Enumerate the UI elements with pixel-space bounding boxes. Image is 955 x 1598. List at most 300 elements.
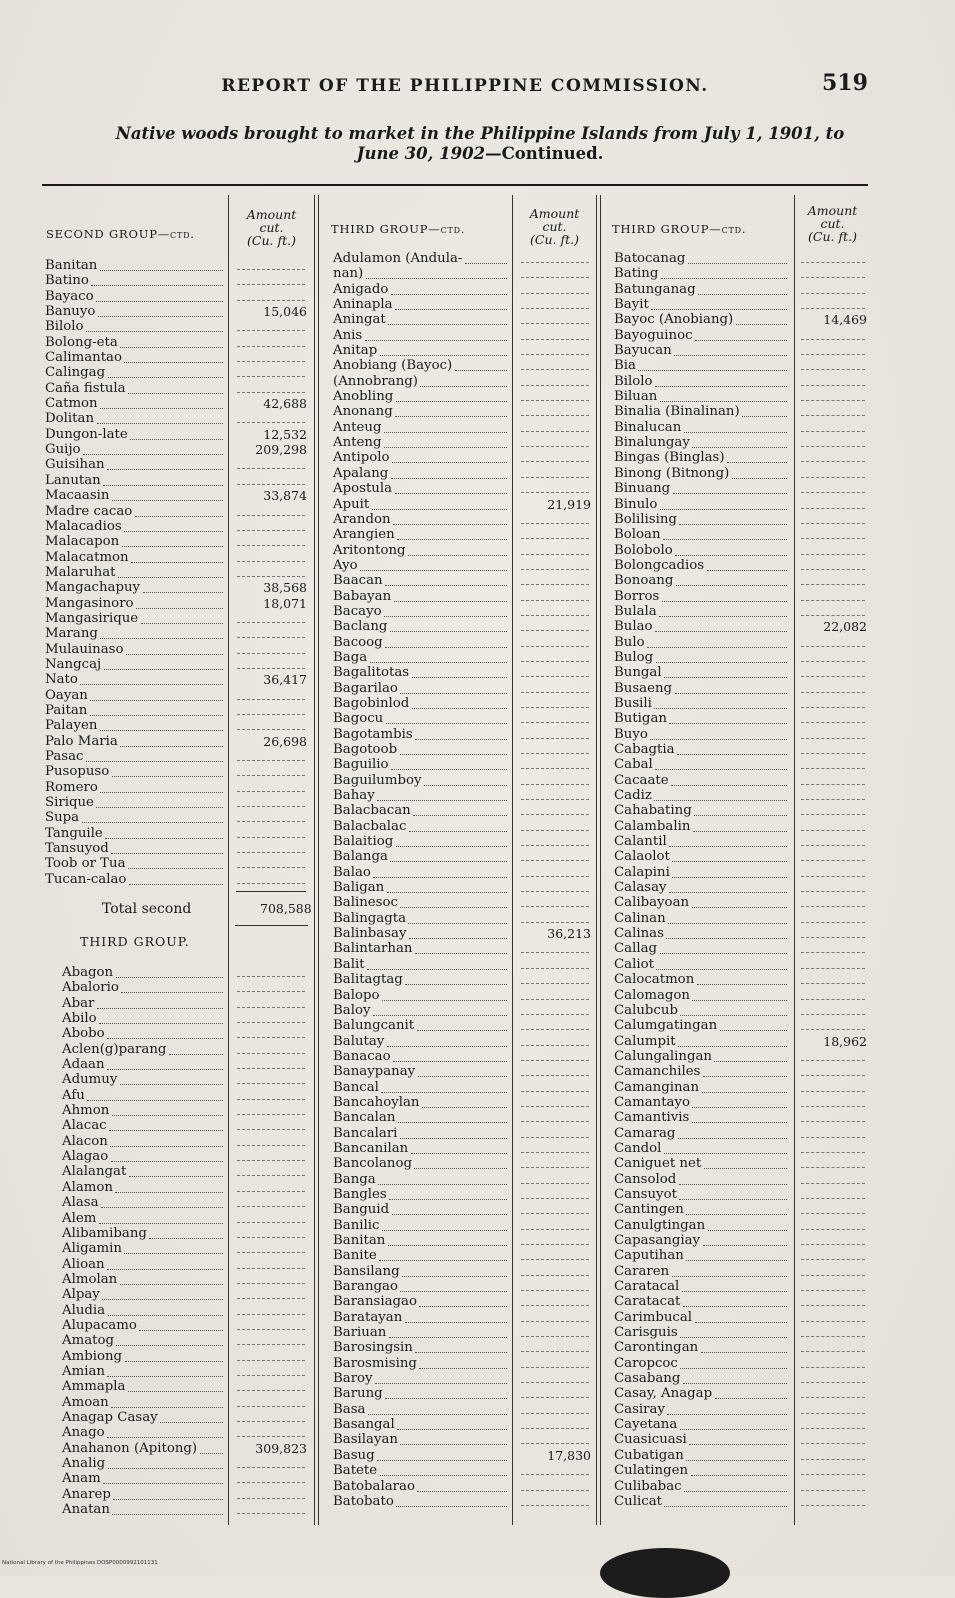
table-row — [614, 358, 870, 373]
table-row — [45, 872, 313, 887]
wood-name: Anam — [62, 1471, 101, 1487]
amount-blank — [237, 1175, 305, 1176]
table-row — [333, 1156, 595, 1171]
wood-name: Malacapon — [45, 534, 120, 550]
amount-blank — [521, 1075, 589, 1076]
amount-blank — [521, 799, 589, 800]
wood-name: Bagobinlod — [333, 695, 410, 711]
dot-leader — [115, 1191, 223, 1193]
amount-blank — [237, 852, 305, 853]
table-row — [45, 488, 313, 503]
wood-name: Bansilang — [333, 1263, 400, 1279]
dot-leader — [389, 1198, 507, 1200]
table-row — [614, 1141, 870, 1156]
table-row — [45, 335, 313, 350]
dot-leader — [86, 330, 223, 332]
wood-name: Baguilumboy — [333, 772, 422, 788]
dot-leader — [100, 269, 223, 271]
wood-name: Banitan — [45, 258, 98, 273]
table-row — [614, 1325, 870, 1340]
amount-blank — [521, 369, 589, 370]
dot-leader — [130, 438, 223, 440]
table-row — [333, 1202, 595, 1217]
amount-blank — [237, 330, 305, 331]
amount-blank — [237, 976, 305, 977]
dot-leader — [82, 821, 223, 823]
dot-leader — [680, 1428, 787, 1430]
dot-leader — [692, 1121, 787, 1123]
table-row — [614, 1202, 870, 1217]
dot-leader — [405, 983, 507, 985]
wood-name: Palayen — [45, 718, 98, 734]
dot-leader — [412, 676, 507, 678]
wood-name: Aningat — [333, 312, 386, 328]
dot-leader — [714, 1060, 787, 1062]
dot-leader — [679, 1198, 787, 1200]
wood-name: Balingagta — [333, 910, 406, 926]
amount-blank — [237, 806, 305, 807]
dot-leader — [107, 1037, 223, 1039]
total-rule — [236, 891, 306, 892]
dot-leader — [391, 293, 507, 295]
amount-blank — [801, 1075, 865, 1076]
wood-name: Madre cacao — [45, 503, 133, 519]
table-row — [614, 727, 870, 742]
dot-leader — [111, 852, 223, 854]
wood-name: Balopo — [333, 987, 380, 1003]
dot-leader — [107, 1436, 223, 1438]
amount-blank — [521, 1167, 589, 1168]
dot-leader — [695, 1321, 787, 1323]
table-row — [614, 880, 870, 895]
amount-blank — [801, 922, 865, 923]
wood-name: Camanchiles — [614, 1064, 701, 1080]
dot-leader — [415, 738, 507, 740]
dot-leader — [104, 668, 223, 670]
amount-blank — [237, 1007, 305, 1008]
table-row — [333, 1218, 595, 1233]
wood-name: nan) — [333, 266, 364, 282]
dot-leader — [408, 554, 507, 556]
wood-name: Malacadios — [45, 518, 122, 534]
table-row — [614, 589, 870, 604]
dot-leader — [691, 1474, 787, 1476]
wood-name: Cararen — [614, 1263, 670, 1279]
dot-leader — [370, 661, 507, 663]
wood-name: Bangles — [333, 1186, 387, 1202]
table-row — [333, 266, 595, 281]
table-row — [614, 512, 870, 527]
table-row — [45, 688, 313, 703]
dot-leader — [688, 262, 787, 264]
dot-leader — [412, 707, 507, 709]
wood-name: Bagotambis — [333, 726, 413, 742]
dot-leader — [672, 1275, 787, 1277]
dot-leader — [128, 392, 223, 394]
amount-blank — [801, 876, 865, 877]
wood-name: Canulgtingan — [614, 1217, 706, 1233]
table-row — [614, 573, 870, 588]
table-row — [614, 1187, 870, 1202]
amount-blank — [801, 784, 865, 785]
wood-name: Bariuan — [333, 1325, 387, 1341]
table-row — [45, 856, 313, 871]
table-row — [333, 1049, 595, 1064]
table-row — [45, 411, 313, 426]
dot-leader — [380, 354, 507, 356]
amount-blank — [521, 661, 589, 662]
amount-blank — [237, 1360, 305, 1361]
amount-blank — [237, 545, 305, 546]
dot-leader — [387, 1045, 507, 1047]
dot-leader — [90, 699, 223, 701]
dot-leader — [100, 407, 223, 409]
dot-leader — [662, 600, 787, 602]
table-row — [45, 810, 313, 825]
table-row — [62, 1287, 313, 1302]
table-row — [45, 565, 313, 580]
table-row — [45, 795, 313, 810]
wood-name: Paitan — [45, 702, 88, 718]
wood-name: Apuit — [333, 496, 370, 512]
amount-blank — [521, 707, 589, 708]
table-row — [45, 596, 313, 611]
dot-leader — [400, 692, 507, 694]
wood-name: Bagotoob — [333, 742, 398, 757]
wood-name: Buyo — [614, 726, 648, 742]
amount-blank — [801, 1474, 865, 1475]
wood-name: Alupacamo — [62, 1317, 137, 1333]
dot-leader — [128, 1390, 223, 1392]
table-row — [614, 466, 870, 481]
amount-blank — [237, 1099, 305, 1100]
dot-leader — [732, 477, 787, 479]
table-row — [62, 1149, 313, 1164]
wood-name: Alasa — [62, 1195, 99, 1211]
dot-leader — [666, 937, 787, 939]
table-row — [614, 558, 870, 573]
amount-label: Amount — [246, 207, 297, 222]
dot-leader — [396, 1505, 507, 1507]
amount-blank — [521, 1029, 589, 1030]
table-row — [333, 589, 595, 604]
amount-blank — [521, 1137, 589, 1138]
dot-leader — [686, 1259, 787, 1261]
dot-leader — [661, 277, 787, 279]
amount-blank — [801, 738, 865, 739]
dot-leader — [126, 653, 223, 655]
amount-blank — [801, 400, 865, 401]
dot-leader — [149, 1237, 223, 1239]
dot-leader — [727, 461, 787, 463]
amount-blank — [237, 1498, 305, 1499]
table-row — [333, 665, 595, 680]
col1-amount-heading — [229, 208, 314, 247]
table-row — [45, 657, 313, 672]
col2-rows — [333, 251, 595, 1509]
wood-name: Pusopuso — [45, 764, 110, 780]
amount-blank — [521, 646, 589, 647]
wood-name: Bancolanog — [333, 1156, 412, 1172]
amount-blank — [237, 1329, 305, 1330]
amount-blank — [521, 968, 589, 969]
table-row — [333, 343, 595, 358]
table-row — [333, 1264, 595, 1279]
col1-rows — [45, 258, 313, 887]
table-row — [614, 1371, 870, 1386]
wood-name: Aclen(g)parang — [62, 1041, 167, 1057]
amount-blank — [237, 699, 305, 700]
dot-leader — [650, 738, 787, 740]
dot-leader — [387, 891, 507, 893]
wood-name: Bahay — [333, 788, 375, 804]
dot-leader — [136, 607, 223, 609]
dot-leader — [414, 1167, 507, 1169]
table-row — [62, 1471, 313, 1486]
amount-blank — [801, 830, 865, 831]
wood-name: Ahmon — [62, 1103, 110, 1119]
dot-leader — [672, 860, 787, 862]
amount-blank — [521, 1121, 589, 1122]
amount-blank — [521, 630, 589, 631]
table-row — [333, 619, 595, 634]
table-row — [62, 1211, 313, 1226]
table-row — [614, 1126, 870, 1141]
amount-blank — [237, 1482, 305, 1483]
amount-blank — [521, 1382, 589, 1383]
table-row — [62, 1164, 313, 1179]
table-row — [333, 450, 595, 465]
wood-name: Busili — [614, 695, 652, 711]
amount-blank — [521, 323, 589, 324]
wood-name: Bancahoylan — [333, 1094, 420, 1110]
amount-blank — [801, 538, 865, 539]
wood-name: Caratacal — [614, 1279, 680, 1295]
dot-leader — [87, 1099, 223, 1101]
dot-leader — [395, 492, 507, 494]
table-row — [614, 1432, 870, 1447]
wood-name: Alagao — [62, 1149, 109, 1165]
table-row — [62, 1410, 313, 1425]
table-row — [614, 803, 870, 818]
wood-name: Banite — [333, 1248, 377, 1264]
table-row — [333, 543, 595, 558]
dot-leader — [680, 1336, 787, 1338]
dot-leader — [91, 284, 223, 286]
table-row — [62, 996, 313, 1011]
wood-name: Bulao — [614, 619, 653, 635]
wood-name: Carontingan — [614, 1340, 699, 1356]
dot-leader — [124, 361, 223, 363]
wood-name: Balintarhan — [333, 941, 413, 957]
amount-blank — [521, 860, 589, 861]
wood-name: Bonoang — [614, 573, 674, 589]
table-row — [333, 1064, 595, 1079]
col1-heading: SECOND GROUP—ctd. — [46, 227, 195, 241]
dot-leader — [388, 323, 507, 325]
wood-name: Anis — [333, 327, 363, 343]
wood-name: Alamon — [62, 1179, 113, 1195]
dot-leader — [656, 661, 787, 663]
dot-leader — [677, 753, 787, 755]
amount-cut: 22,082 — [823, 619, 867, 635]
dot-leader — [692, 999, 787, 1001]
amount-blank — [237, 1022, 305, 1023]
table-row — [62, 1502, 313, 1517]
table-row — [614, 404, 870, 419]
amount-blank — [521, 1091, 589, 1092]
wood-name: Balacbacan — [333, 803, 411, 819]
table-row — [333, 696, 595, 711]
wood-name: Antipolo — [333, 450, 390, 466]
table-row — [333, 1003, 595, 1018]
dot-leader — [683, 1382, 787, 1384]
wood-name: Aludia — [62, 1302, 106, 1318]
wood-name: Tansuyod — [45, 841, 109, 857]
table-row — [614, 450, 870, 465]
dot-leader — [419, 1305, 507, 1307]
wood-name: Batobato — [333, 1493, 394, 1509]
table-row — [62, 1241, 313, 1256]
dot-leader — [655, 385, 787, 387]
amount-blank — [801, 1137, 865, 1138]
wood-name: Alalangat — [62, 1164, 127, 1180]
wood-name: Calimantao — [45, 350, 122, 366]
table-row — [614, 497, 870, 512]
table-row — [333, 527, 595, 542]
wood-name: Analig — [62, 1456, 106, 1471]
wood-name: Abobo — [62, 1026, 105, 1042]
amount-blank — [237, 714, 305, 715]
amount-blank — [801, 661, 865, 662]
dot-leader — [377, 799, 507, 801]
wood-name: Adaan — [62, 1057, 105, 1073]
table-row — [45, 764, 313, 779]
table-row — [614, 773, 870, 788]
wood-name: Mangasinoro — [45, 595, 134, 611]
wood-name: Calambalin — [614, 818, 691, 834]
dot-leader — [107, 1268, 223, 1270]
amount-blank — [801, 799, 865, 800]
dot-leader — [400, 1290, 507, 1292]
table-row — [614, 481, 870, 496]
wood-name: Baratayan — [333, 1309, 403, 1325]
wood-name: Bacayo — [333, 603, 382, 619]
dot-leader — [703, 1075, 787, 1077]
dot-leader — [396, 400, 507, 402]
dot-leader — [675, 692, 787, 694]
amount-blank — [521, 983, 589, 984]
wood-name: Anteng — [333, 435, 382, 451]
dot-leader — [393, 1060, 507, 1062]
table-row — [333, 742, 595, 757]
wood-name: Amatog — [62, 1333, 114, 1349]
amount-blank — [521, 415, 589, 416]
table-caption — [40, 124, 920, 164]
wood-name: Anarep — [62, 1486, 111, 1502]
dot-leader — [647, 646, 787, 648]
amount-blank — [801, 1382, 865, 1383]
dot-leader — [394, 600, 507, 602]
dot-leader — [408, 922, 507, 924]
table-row — [614, 1049, 870, 1064]
dot-leader — [655, 768, 787, 770]
amount-blank — [237, 1467, 305, 1468]
amount-blank — [237, 1283, 305, 1284]
table-row — [62, 1395, 313, 1410]
wood-name: Adulamon (Andula- — [333, 251, 463, 266]
amount-blank — [801, 1259, 865, 1260]
wood-name: Biluan — [614, 389, 658, 405]
table-row — [45, 273, 313, 288]
amount-blank — [521, 830, 589, 831]
table-row — [333, 1172, 595, 1187]
table-top-rule — [42, 184, 868, 186]
table-row — [45, 442, 313, 457]
dot-leader — [693, 830, 787, 832]
table-row — [333, 558, 595, 573]
dot-leader — [703, 1244, 787, 1246]
amount-blank — [801, 1198, 865, 1199]
dot-leader — [668, 922, 787, 924]
wood-name: Banitan — [333, 1233, 386, 1248]
table-row — [333, 1479, 595, 1494]
wood-name: Cansuyot — [614, 1186, 677, 1202]
table-row — [614, 1233, 870, 1248]
amount-blank — [801, 692, 865, 693]
caption-line-1: Native woods brought to market in the Philippine Islands from July 1, 1901, to — [115, 124, 845, 143]
wood-name: Caratacat — [614, 1294, 681, 1310]
caption-continued: —Continued. — [485, 144, 604, 163]
wood-name: Balacbalac — [333, 818, 407, 834]
table-row — [333, 1463, 595, 1478]
dot-leader — [99, 1022, 223, 1024]
dot-leader — [393, 523, 507, 525]
table-row — [45, 718, 313, 733]
dot-leader — [120, 346, 223, 348]
dot-leader — [704, 1167, 787, 1169]
wood-name: Alpay — [62, 1287, 100, 1303]
wood-name: Adumuy — [62, 1072, 118, 1088]
amount-blank — [521, 1413, 589, 1414]
wood-name: Bia — [614, 358, 636, 374]
amount-blank — [521, 1490, 589, 1491]
table-row — [45, 841, 313, 856]
wood-name: Bolongcadios — [614, 557, 705, 573]
wood-name: Casay, Anagap — [614, 1386, 713, 1402]
wood-name: Almolan — [62, 1271, 118, 1287]
amount-blank — [801, 1351, 865, 1352]
amount-blank — [237, 653, 305, 654]
amount-blank — [237, 530, 305, 531]
table-row — [614, 312, 870, 327]
table-row — [333, 297, 595, 312]
wood-name: Balit — [333, 956, 365, 972]
wood-name: Bancalan — [333, 1110, 396, 1126]
amount-label: Amount — [807, 203, 858, 218]
amount-blank — [237, 1436, 305, 1437]
table-row — [45, 734, 313, 749]
table-row — [333, 1294, 595, 1309]
amount-blank — [801, 477, 865, 478]
amount-blank — [801, 584, 865, 585]
wood-name: Carisguis — [614, 1325, 678, 1341]
wood-name: Dolitan — [45, 411, 95, 427]
amount-blank — [521, 722, 589, 723]
table-row — [62, 1303, 313, 1318]
table-row — [614, 988, 870, 1003]
dot-leader — [411, 1152, 507, 1154]
